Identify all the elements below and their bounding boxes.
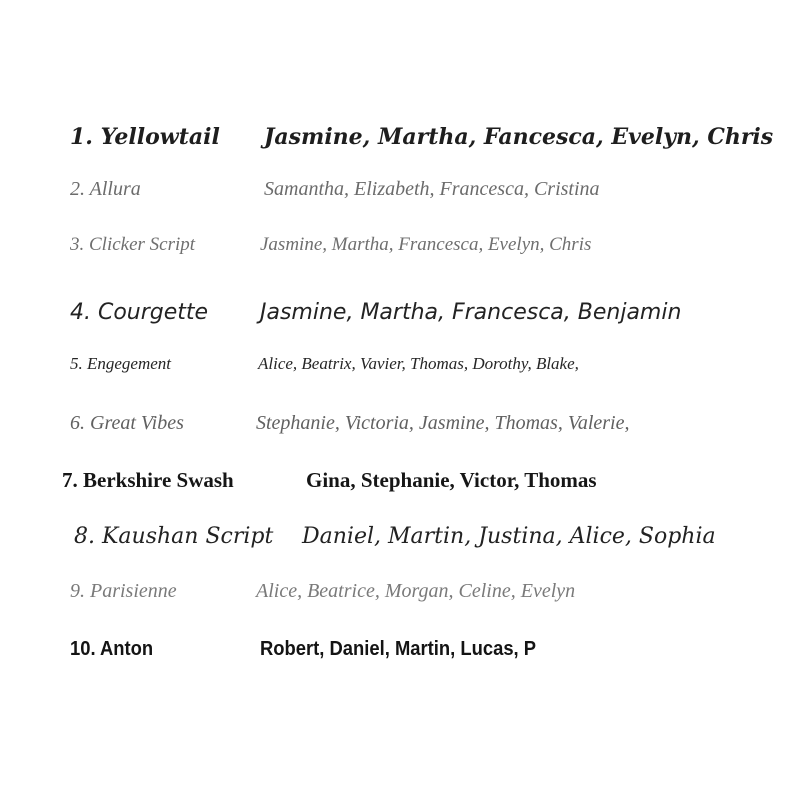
font-sample-names: Jasmine, Martha, Francesca, Evelyn, Chris — [260, 234, 592, 255]
font-row-allura — [0, 178, 794, 218]
font-name-label: 5. Engegement — [70, 354, 172, 373]
font-sample-names: Alice, Beatrix, Vavier, Thomas, Dorothy, Blake, — [258, 354, 579, 373]
font-sample-names: Samantha, Elizabeth, Francesca, Cristina — [264, 178, 600, 200]
font-sample-names: Jasmine, Martha, Francesca, Benjamin — [260, 300, 682, 325]
font-name-label: 1. Yellowtail — [70, 124, 220, 150]
font-row-anton — [0, 638, 794, 678]
font-row-courgette — [0, 300, 794, 340]
font-name-label: 4. Courgette — [70, 300, 209, 325]
font-name-label: 2. Allura — [70, 178, 141, 200]
font-name-label: 6. Great Vibes — [70, 412, 184, 434]
font-row-clicker-script — [0, 234, 794, 274]
font-row-parisienne — [0, 580, 794, 620]
font-sample-names: Daniel, Martin, Justina, Alice, Sophia — [302, 524, 716, 549]
font-sample-names: Stephanie, Victoria, Jasmine, Thomas, Valerie, — [256, 412, 630, 434]
font-name-label: 3. Clicker Script — [70, 234, 196, 255]
font-row-engagement — [0, 354, 794, 394]
font-name-label: 8. Kaushan Script — [74, 524, 274, 549]
font-name-label: 9. Parisienne — [70, 580, 177, 602]
font-row-great-vibes — [0, 412, 794, 452]
font-sample-names: Gina, Stephanie, Victor, Thomas — [306, 468, 597, 492]
font-name-label: 7. Berkshire Swash — [62, 468, 234, 492]
font-row-kaushan-script — [0, 524, 794, 564]
font-sample-names: Robert, Daniel, Martin, Lucas, P — [260, 638, 537, 660]
font-row-berkshire-swash — [0, 468, 794, 508]
font-sample-names: Alice, Beatrice, Morgan, Celine, Evelyn — [256, 580, 576, 602]
font-row-yellowtail — [0, 124, 794, 164]
font-name-label: 10. Anton — [70, 638, 154, 660]
font-sample-names: Jasmine, Martha, Fancesca, Evelyn, Chris — [264, 124, 774, 150]
